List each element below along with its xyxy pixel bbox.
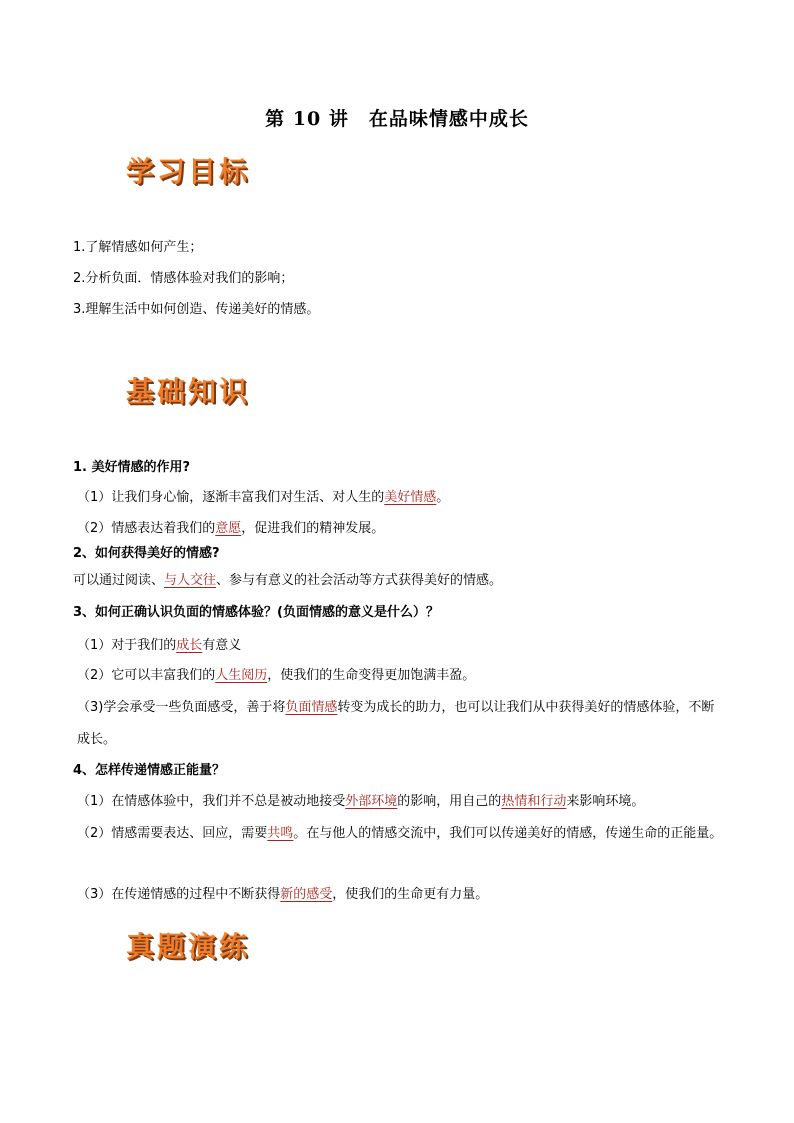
question-heading: 2、如何获得美好的情感? xyxy=(73,546,220,561)
highlight-term: 新的感受 xyxy=(280,887,333,902)
highlight-term: 与人交往 xyxy=(164,573,217,588)
highlight-term: 意愿 xyxy=(215,521,242,536)
highlight-term: 负面情感 xyxy=(285,700,338,715)
question-heading: 4、怎样传递情感正能量？ xyxy=(73,763,226,778)
page-title: 第 10 讲 在品味情感中成长 xyxy=(265,108,529,130)
answer-line: 可以通过阅读、与人交往、参与有意义的社会活动等方式获得美好的情感。 xyxy=(73,573,503,588)
goal-item: 2.分析负面．情感体验对我们的影响； xyxy=(73,271,294,286)
highlight-term: 成长 xyxy=(176,638,203,653)
answer-line: （1）在情感体验中，我们并不总是被动地接受外部环境的影响，用自己的热情和行动来影响环境。 xyxy=(77,794,645,809)
section-heading-basics: 基础知识 xyxy=(126,375,251,408)
goal-item: 1.了解情感如何产生； xyxy=(73,240,203,255)
section-heading-practice: 真题演练 xyxy=(126,930,251,963)
answer-line: （3)学会承受一些负面感受，善于将负面情感转变为成长的助力，也可以让我们从中获得美好的情感体验，不断成长。 xyxy=(77,700,715,747)
section-heading-goals: 学习目标 xyxy=(126,155,251,188)
answer-line: （1）对于我们的成长有意义 xyxy=(77,638,242,653)
answer-line: （2）情感表达着我们的意愿，促进我们的精神发展。 xyxy=(77,521,385,536)
answer-line: （1）让我们身心愉，逐渐丰富我们对生活、对人生的美好情感。 xyxy=(77,490,450,505)
highlight-term: 外部环境 xyxy=(345,794,398,809)
question-heading: 1. 美好情感的作用? xyxy=(73,460,191,475)
answer-line: （2）情感需要表达、回应，需要共鸣。在与他人的情感交流中，我们可以传递美好的情感，传递生命的正能量。 xyxy=(77,826,723,841)
highlight-term: 人生阅历 xyxy=(215,668,268,683)
question-heading: 3、如何正确认识负面的情感体验？(负面情感的意义是什么）？ xyxy=(73,605,439,620)
highlight-term: 热情和行动 xyxy=(501,794,567,809)
goal-item: 3.理解生活中如何创造、传递美好的情感。 xyxy=(73,302,320,317)
highlight-term: 美好情感 xyxy=(384,490,437,505)
highlight-term: 共鸣 xyxy=(267,826,294,841)
answer-line: （3）在传递情感的过程中不断获得新的感受，使我们的生命更有力量。 xyxy=(77,887,489,902)
answer-line: （2）它可以丰富我们的人生阅历，使我们的生命变得更加饱满丰盈。 xyxy=(77,668,476,683)
